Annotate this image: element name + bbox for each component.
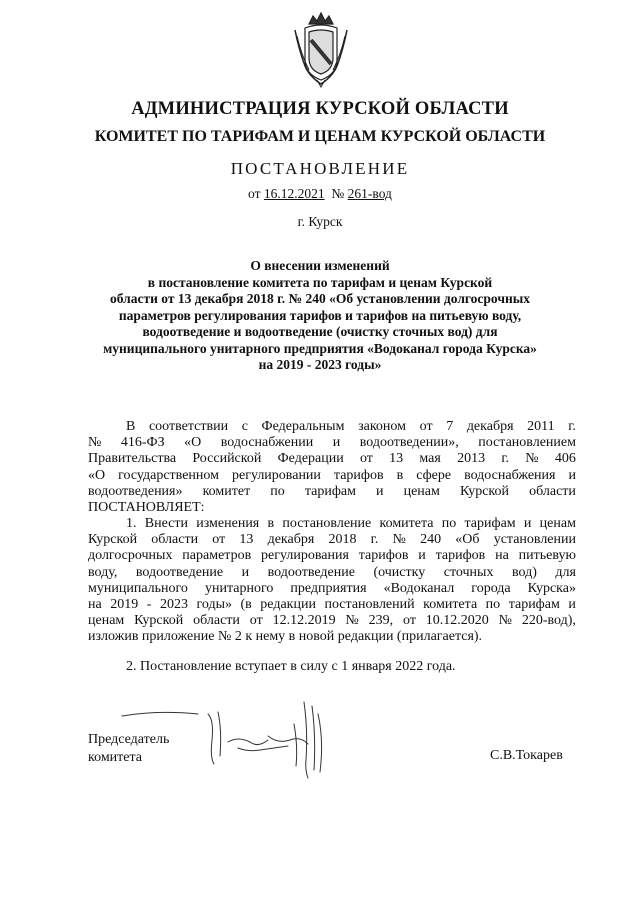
body-line: № 416-ФЗ «О водоснабжении и водоотведении», постановлением <box>88 435 576 451</box>
item-1-paragraph <box>88 516 576 646</box>
title-line: параметров регулирования тарифов и тарифов на питьевую воду, <box>118 307 522 323</box>
position-line: комитета <box>88 750 143 765</box>
body-line: на 2019 - 2023 годы» (в редакции постановлений комитета по тарифам и <box>88 597 576 613</box>
city: г. Курск <box>297 214 343 229</box>
title-line: в постановление комитета по тарифам и ценам Курской <box>147 274 493 290</box>
body-line: долгосрочных параметров регулирования тарифов и тарифов на питьевую <box>88 548 576 564</box>
document-date: 16.12.2021 <box>263 186 325 201</box>
position-line: Председатель <box>88 732 170 747</box>
body-line: ценам Курской области от 12.12.2019 № 239, от 10.12.2020 № 220-вод), <box>88 613 576 629</box>
document-number: 261-вод <box>347 186 392 201</box>
body-line: воду, водоотведение и водоотведение (очистку сточных вод) для <box>88 564 576 580</box>
body-line: ПОСТАНОВЛЯЕТ: <box>88 500 205 516</box>
title-line: области от 13 декабря 2018 г. № 240 «Об установлении долгосрочных <box>109 291 531 306</box>
document-type: ПОСТАНОВЛЕНИЕ <box>230 159 410 178</box>
date-number-line <box>0 186 640 202</box>
date-prefix: от <box>248 186 261 201</box>
preamble-paragraph <box>88 419 576 516</box>
body-line: водоотведения» комитет по тарифам и ценам Курской области <box>88 483 576 499</box>
title-line: водоотведение и водоотведение (очистку сточных вод) для <box>142 324 498 339</box>
body-line: муниципального унитарного предприятия «Водоканал города Курска» <box>88 580 576 596</box>
coat-of-arms-icon <box>291 10 351 88</box>
body-line: Правительства Российской Федерации от 13 мая 2013 г. № 406 <box>88 451 576 467</box>
title-line: О внесении изменений <box>250 258 390 273</box>
committee-name: КОМИТЕТ ПО ТАРИФАМ И ЦЕНАМ КУРСКОЙ ОБЛАСТИ <box>94 128 546 145</box>
organization-name: АДМИНИСТРАЦИЯ КУРСКОЙ ОБЛАСТИ <box>131 99 509 119</box>
body-line: 1. Внести изменения в постановление комитета по тарифам и ценам <box>126 516 576 531</box>
signer-name: С.В.Токарев <box>490 748 563 763</box>
body-line: изложив приложение № 2 к нему в новой редакции (прилагается). <box>88 629 483 645</box>
body-line: Курской области от 13 декабря 2018 г. № 240 «Об установлении <box>88 532 576 548</box>
body-line: «О государственном регулировании тарифов в сфере водоснабжения и <box>88 467 576 483</box>
title-line: муниципального унитарного предприятия «Водоканал города Курска» <box>103 340 537 356</box>
body-line: В соответствии с Федеральным законом от 7 декабря 2011 г. <box>126 419 576 434</box>
body-line: 2. Постановление вступает в силу с 1 января 2022 года. <box>126 659 456 674</box>
signer-position <box>88 731 169 767</box>
number-prefix: № <box>331 186 345 201</box>
title-line: на 2019 - 2023 годы» <box>258 357 382 372</box>
document-title <box>0 258 640 374</box>
item-2-paragraph <box>88 659 576 675</box>
